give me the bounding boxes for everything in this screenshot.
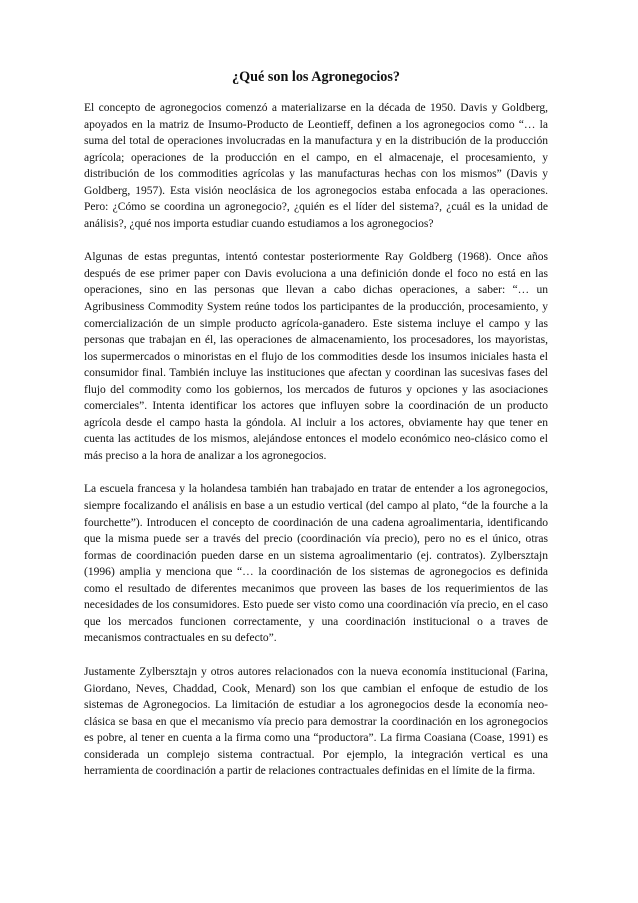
paragraph-2: Algunas de estas preguntas, intentó contestar posteriormente Ray Goldberg (1968). Once años después de ese primer paper con Davis evoluciona a una definición donde el foco no está en las operaciones, sino en las personas que llevan a cabo dichas operaciones, a saber: “… un Agribusiness Commodity System reúne todos los participantes de la producción, procesamiento, y comercialización de un simple producto agrícola-ganadero. Este sistema incluye el campo y las personas que trabajan en él, las operaciones de almacenamiento, los procesadores, los mayoristas, los supermercados o minoristas en el flujo de los commodities desde los insumos iniciales hasta el consumidor final. También incluye las instituciones que afectan y coordinan las sucesivas fases del flujo del commodity como los gobiernos, los mercados de futuros y opciones y las asociaciones comerciales”. Intenta identificar los actores que influyen sobre la coordinación de un producto agrícola desde el campo hasta la góndola. Al incluir a los actores, obviamente hay que tener en cuenta las actitudes de los mismos, alejándose entonces el modelo económico neo-clásico como el más preciso a la hora de analizar a los agronegocios. xyxy=(84,251,548,462)
document-title: ¿Qué son los Agronegocios? xyxy=(231,69,401,85)
paragraph-3: La escuela francesa y la holandesa también han trabajado en tratar de entender a los agronegocios, siempre focalizando el análisis en base a un estudio vertical (del campo al plato, “de la fourche a la fourchette”). Introducen el concepto de coordinación de una cadena agroalimentaria, identificando que la misma puede ser a través del precio (coordinación vía precio), pero no es el único, otras formas de coordinación pueden darse en un sistema agroalimentario (ej. contratos). Zylbersztajn (1996) amplia y menciona que “… la coordinación de los sistemas de agronegocios es definida como el resultado de diferentes mecanimos que proveen las bases de los requerimientos de las necesidades de los consumidores. Esto puede ser visto como una coordinación vía precio, en el caso que los mercados funcionen correctamente, y una coordinación institucional o a traves de mecanismos contractuales en su defecto”. xyxy=(84,483,548,645)
paragraph-4: Justamente Zylbersztajn y otros autores relacionados con la nueva economía institucional (Farina, Giordano, Neves, Chaddad, Cook, Menard) son los que cambian el enfoque de estudio de los sistemas de Agronegocios. La limitación de estudiar a los agronegocios desde la economía neo-clásica se basa en que el mecanismo vía precio para demostrar la coordinación en los agronegocios es pobre, al tener en cuenta a la firma como una “productora”. La firma Coasiana (Coase, 1991) es considerada un complejo sistema contractual. Por ejemplo, la integración vertical es una herramienta de coordinación a partir de relaciones contractuales definidas en el límite de la firma. xyxy=(84,665,548,778)
paragraph-1: El concepto de agronegocios comenzó a materializarse en la década de 1950. Davis y Goldberg, apoyados en la matriz de Insumo-Producto de Leontieff, definen a los agronegocios como “… la suma del total de operaciones involucradas en la manufactura y en la distribución de la producción agrícola; operaciones de la producción en el campo, en el almacenaje, el procesamiento, y distribución de los commodities agrícolas y las manufacturas hechas con los mismos” (Davis y Goldberg, 1957). Esta visión neoclásica de los agronegocios estaba enfocada a las operaciones. Pero: ¿Cómo se coordina un agronegocio?, ¿quién es el líder del sistema?, ¿cuál es la unidad de análisis?, ¿qué nos importa estudiar cuando estudiamos a los agronegocios? xyxy=(84,102,548,230)
document-page xyxy=(84,68,548,780)
